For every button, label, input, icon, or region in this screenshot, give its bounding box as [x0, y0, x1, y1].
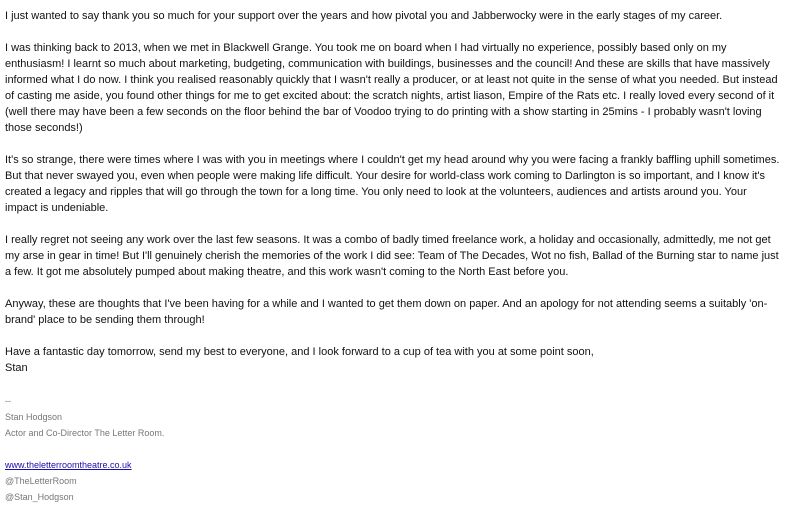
sign-off-name: Stan: [5, 362, 28, 374]
email-signature: [5, 393, 780, 505]
paragraph-impact: It's so strange, there were times where I was with you in meetings where I couldn't get my head around why you were facing a frankly baffling uphill sometimes. But that never swayed you, even when people were making life difficult. Your desire for world-class work coming to Darlington is so important, and I know it's created a legacy and ripples that will go through the town for a long time. You only need to look at the volunteers, audiences and artists around you. Your impact is undeniable.: [5, 154, 780, 214]
paragraph-thanks: I just wanted to say thank you so much for your support over the years and how pivotal you and Jabberwocky were in the early stages of my career.: [5, 10, 723, 22]
signature-separator: --: [5, 396, 11, 406]
paragraph-apology: Anyway, these are thoughts that I've been having for a while and I wanted to get them down on paper. And an apology for not attending seems a suitably 'on-brand' place to be sending them through!: [5, 298, 768, 326]
signature-name: Stan Hodgson: [5, 412, 63, 422]
signature-role: Actor and Co-Director The Letter Room.: [5, 428, 165, 438]
paragraph-regret: I really regret not seeing any work over the last few seasons. It was a combo of badly timed freelance work, a holiday and occasionally, admittedly, me not get my arse in gear in time! But I'll genuinely cherish the memories of the work I did see: Team of The Decades, Wot no fish, Ballad of the Burning star to name just a few. It got me absolutely pumped about making theatre, and this work wasn't coming to the North East before you.: [5, 234, 779, 278]
paragraph-memories: I was thinking back to 2013, when we met in Blackwell Grange. You took me on board when I had virtually no experience, possibly based only on my enthusiasm! I learnt so much about marketing, budgeting, communication with buildings, businesses and the council! And these are skills that have massively informed what I do now. I think you realised reasonably quickly that I wasn't really a producer, or at least not quite in the sense of what you needed. But instead of casting me aside, you found other things for me to get excited about: the scratch nights, artist liason, Empire of the Rats etc. I really loved every second of it (well there may have been a few seconds on the floor behind the bar of Voodoo trying to do printing with a show starting in 25mins - I probably wasn't loving those seconds!): [5, 42, 778, 134]
paragraph-closing: Have a fantastic day tomorrow, send my best to everyone, and I look forward to a cup of tea with you at some point soon,: [5, 346, 594, 358]
signature-spacer: [5, 441, 780, 457]
signature-handle-company: @TheLetterRoom: [5, 476, 77, 486]
signature-website-link[interactable]: www.theletterroomtheatre.co.uk: [5, 460, 132, 470]
signature-handle-personal: @Stan_Hodgson: [5, 492, 74, 502]
email-body: [5, 8, 780, 376]
